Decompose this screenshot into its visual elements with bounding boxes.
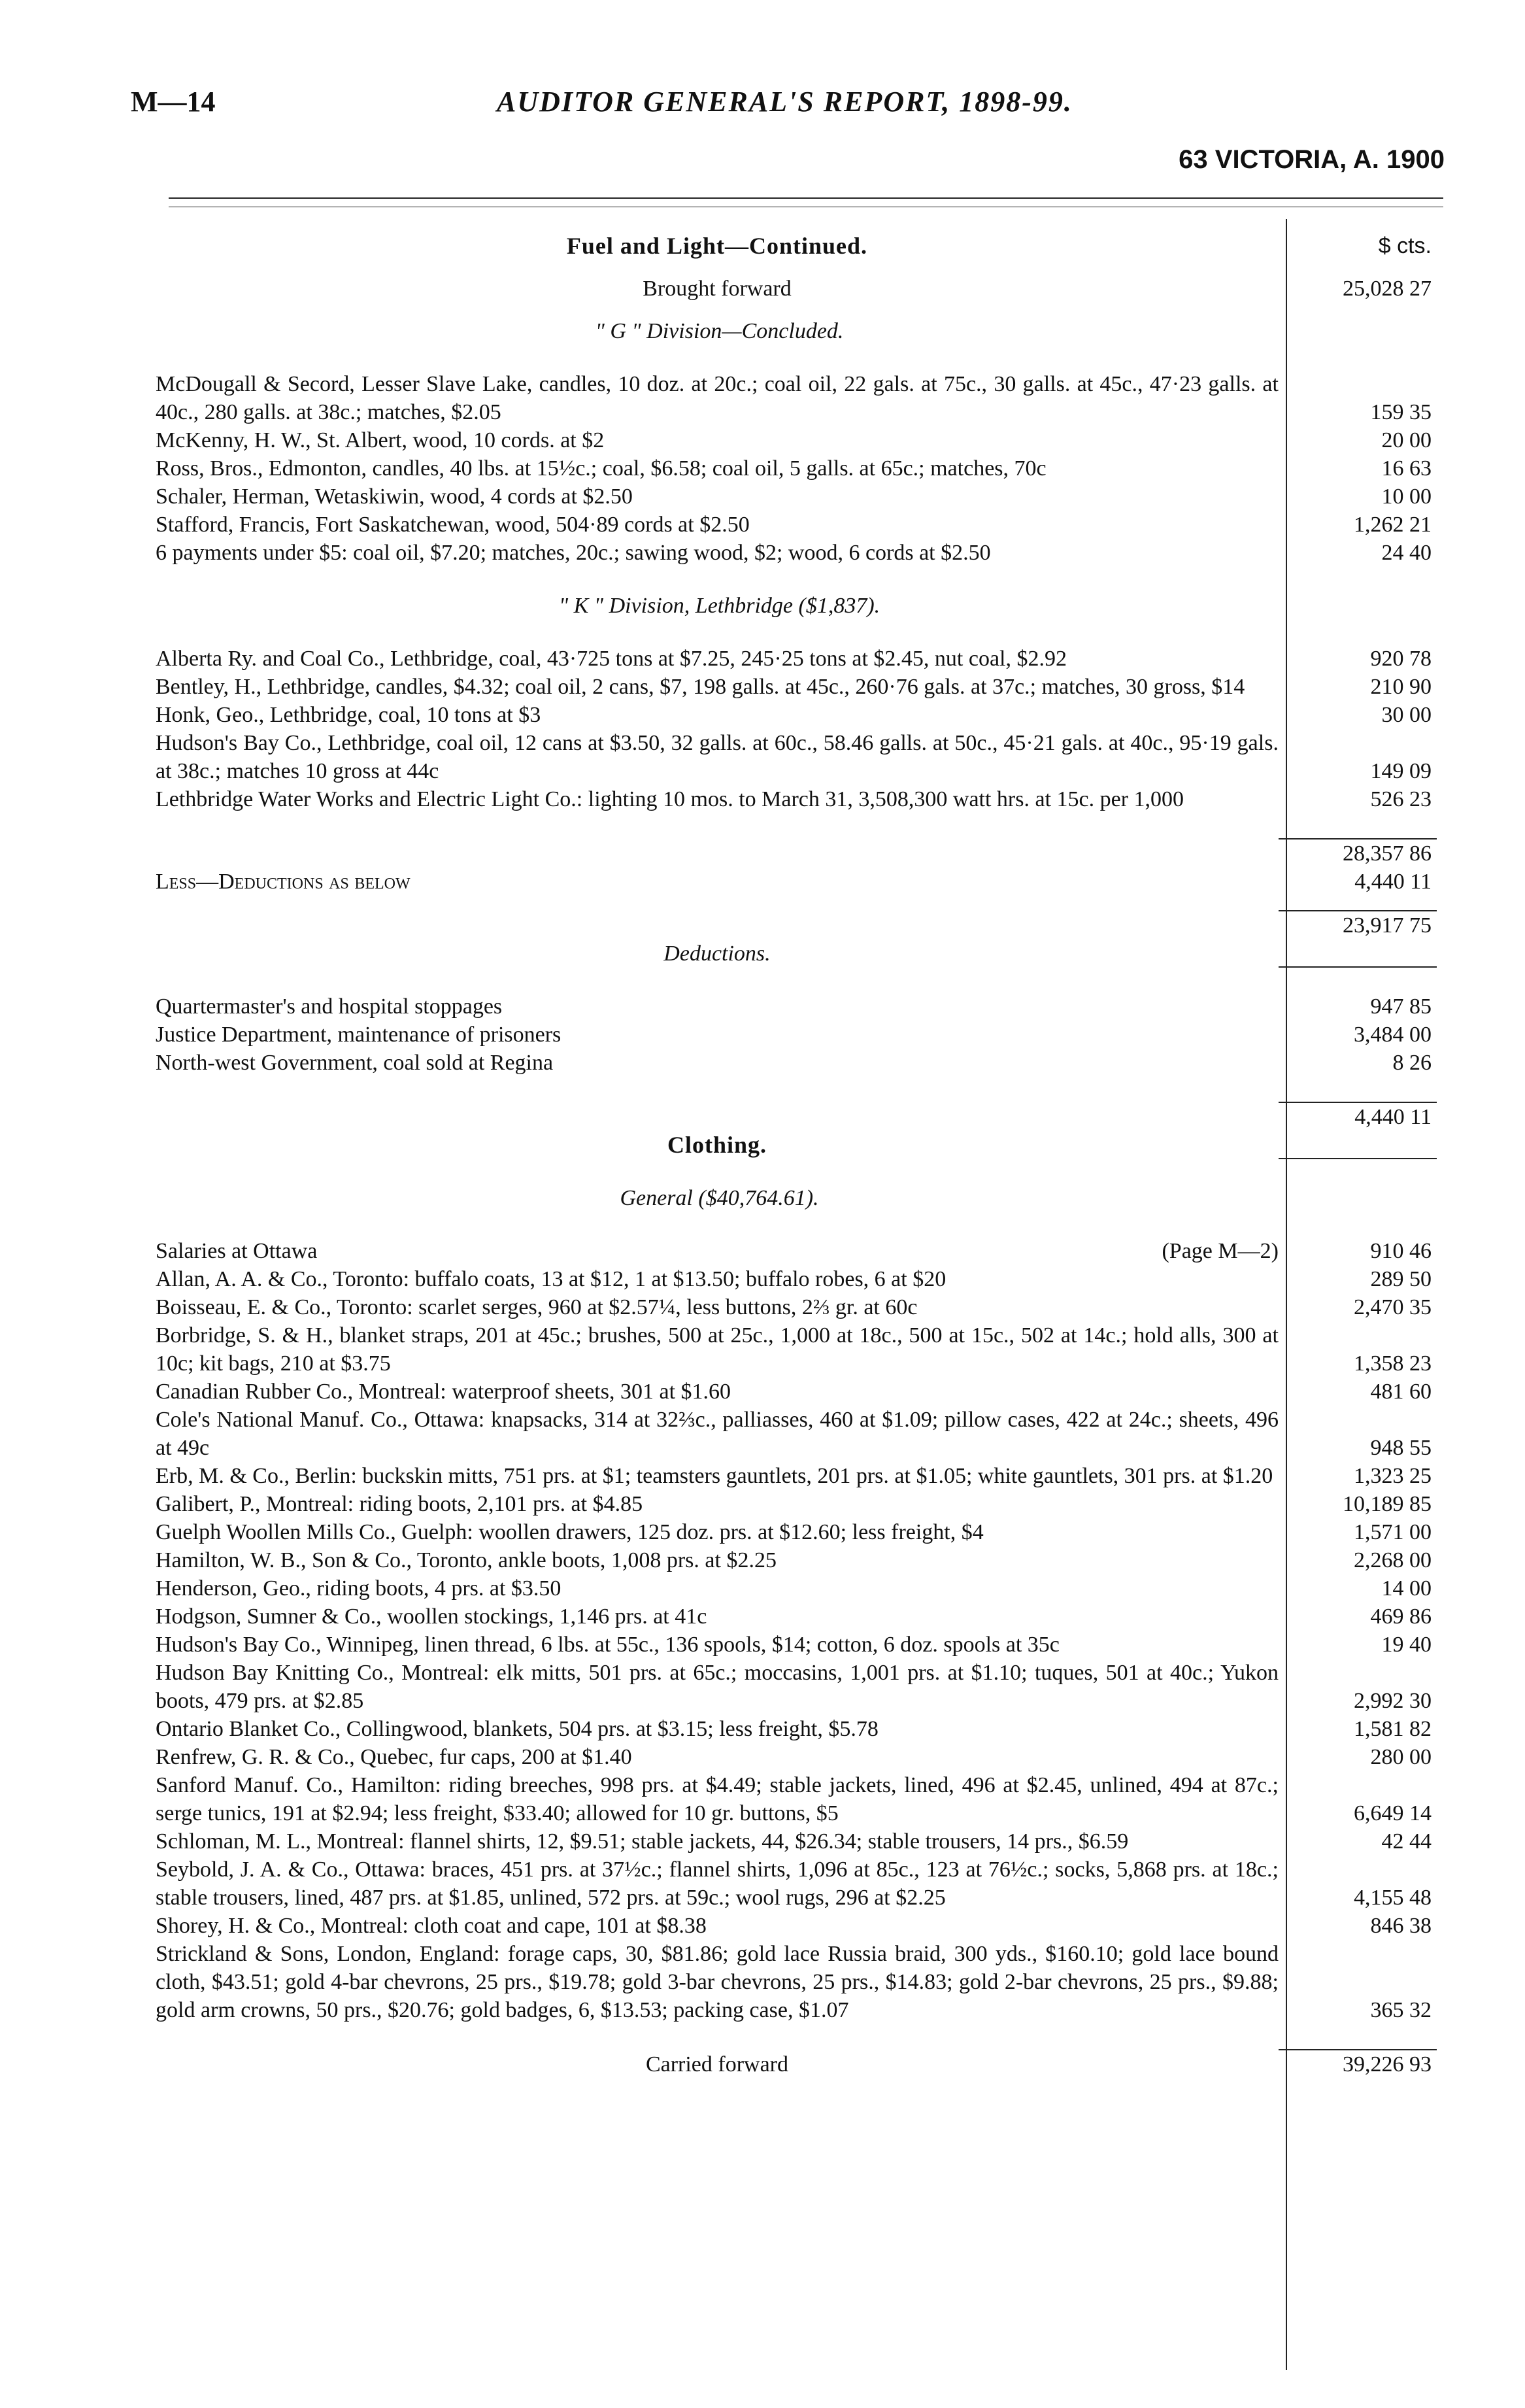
item-amount: 2,268 00 xyxy=(1354,1548,1432,1572)
item-amount: 1,323 25 xyxy=(1354,1464,1432,1488)
deductions-total-amount: 4,440 11 xyxy=(1279,1102,1437,1131)
less-amount: 4,440 11 xyxy=(1354,870,1432,894)
ledger-row xyxy=(156,539,1437,567)
item-description xyxy=(156,370,1279,426)
item-text: Schaler, Herman, Wetaskiwin, wood, 4 cords at $2.50 xyxy=(156,484,633,509)
item-description xyxy=(156,1490,1279,1518)
item-text: Hodgson, Sumner & Co., woollen stockings, 1,146 prs. at 41c xyxy=(156,1604,707,1629)
item-description xyxy=(156,1912,1279,1940)
item-description xyxy=(156,673,1279,701)
item-text: Alberta Ry. and Coal Co., Lethbridge, coal, 43·725 tons at $7.25, 245·25 tons at $2.45, nut coal, $2.92 xyxy=(156,647,1067,671)
item-amount: 149 09 xyxy=(1370,759,1432,783)
item-description xyxy=(156,1856,1279,1912)
session-label: 63 VICTORIA, A. 1900 xyxy=(1179,145,1445,174)
item-amount: 42 44 xyxy=(1381,1829,1432,1854)
deductions-title-row xyxy=(156,940,1437,968)
general-title: General ($40,764.61). xyxy=(620,1186,819,1210)
ledger-row xyxy=(156,1462,1437,1490)
ledger-row xyxy=(156,426,1437,454)
ledger-row xyxy=(156,1856,1437,1912)
clothing-section-title: Clothing. xyxy=(667,1132,767,1158)
ledger-row xyxy=(156,1293,1437,1321)
ledger-row xyxy=(156,729,1437,785)
item-text: Salaries at Ottawa xyxy=(156,1239,318,1263)
item-text: Justice Department, maintenance of prisoners xyxy=(156,1023,561,1047)
ledger-row xyxy=(156,1049,1437,1077)
item-text: Schloman, M. L., Montreal: flannel shirts, 12, $9.51; stable jackets, 44, $26.34; stable trousers, 14 prs., $6.59 xyxy=(156,1829,1129,1854)
item-description xyxy=(156,1406,1279,1462)
item-amount: 947 85 xyxy=(1370,994,1432,1019)
report-title: AUDITOR GENERAL'S REPORT, 1898-99. xyxy=(497,86,1073,118)
ledger-row xyxy=(156,1021,1437,1049)
item-amount: 20 00 xyxy=(1381,428,1432,452)
item-description xyxy=(156,1293,1279,1321)
item-description xyxy=(156,1462,1279,1490)
subsection-title-row xyxy=(156,317,1437,345)
item-text: Guelph Woollen Mills Co., Guelph: woollen drawers, 125 doz. prs. at $12.60; less freight, $4 xyxy=(156,1520,984,1544)
item-amount: 1,581 82 xyxy=(1354,1717,1432,1741)
item-amount: 365 32 xyxy=(1370,1998,1432,2022)
item-description xyxy=(156,1631,1279,1659)
g-division-items xyxy=(156,370,1437,567)
item-amount: 2,470 35 xyxy=(1354,1295,1432,1319)
ledger-row xyxy=(156,1378,1437,1406)
item-description xyxy=(156,701,1279,729)
less-row xyxy=(156,868,1437,896)
item-text: Henderson, Geo., riding boots, 4 prs. at $3.50 xyxy=(156,1576,561,1601)
item-amount: 3,484 00 xyxy=(1354,1023,1432,1047)
ledger-row xyxy=(156,1490,1437,1518)
item-description xyxy=(156,1546,1279,1574)
item-text: Renfrew, G. R. & Co., Quebec, fur caps, 200 at $1.40 xyxy=(156,1745,632,1769)
item-text: Stafford, Francis, Fort Saskatchewan, wood, 504·89 cords at $2.50 xyxy=(156,513,750,537)
item-text: Bentley, H., Lethbridge, candles, $4.32; coal oil, 2 cans, $7, 198 galls. at 45c., 260·76 gals. at 37c.; matches, 30 gross, $14 xyxy=(156,675,1245,699)
item-text: Sanford Manuf. Co., Hamilton: riding breeches, 998 prs. at $4.49; stable jackets, lined, 496 at $2.45, unlined, 494 at 87c.; serge tunics, 191 at $2.94; less freight, $33.40; allowed for 10 gr. buttons, $5 xyxy=(156,1773,1279,1825)
subsection-title: " G " Division—Concluded. xyxy=(595,319,844,343)
carried-forward-label: Carried forward xyxy=(645,2052,788,2077)
item-text: Seybold, J. A. & Co., Ottawa: braces, 451 prs. at 37½c.; flannel shirts, 1,096 at 85c., 123 at 76½c.; socks, 5,868 prs. at 18c.; stable trousers, lined, 487 prs. at $1.85, unlined, 572 prs. at 59c.; wool rugs, 296 at $2.25 xyxy=(156,1857,1279,1910)
item-amount: 24 40 xyxy=(1381,541,1432,565)
net-total-amount: 23,917 75 xyxy=(1279,910,1437,940)
page-number: M—14 xyxy=(131,86,216,118)
item-description xyxy=(156,1603,1279,1631)
ledger-row xyxy=(156,1603,1437,1631)
item-amount: 14 00 xyxy=(1381,1576,1432,1601)
general-title-row xyxy=(156,1184,1437,1212)
item-text: Hudson's Bay Co., Winnipeg, linen thread, 6 lbs. at 55c., 136 spools, $14; cotton, 6 doz. spools at 35c xyxy=(156,1633,1060,1657)
item-description xyxy=(156,1574,1279,1603)
item-amount: 4,155 48 xyxy=(1354,1886,1432,1910)
item-amount: 280 00 xyxy=(1370,1745,1432,1769)
item-amount: 210 90 xyxy=(1370,675,1432,699)
item-description xyxy=(156,645,1279,673)
item-description xyxy=(156,1237,1279,1265)
item-text: McDougall & Secord, Lesser Slave Lake, candles, 10 doz. at 20c.; coal oil, 22 gals. at 75c., 30 galls. at 45c., 47·23 galls. at 40c., 280 galls. at 38c.; matches, $2.05 xyxy=(156,372,1279,424)
item-text: Canadian Rubber Co., Montreal: waterproof sheets, 301 at $1.60 xyxy=(156,1380,731,1404)
item-amount: 30 00 xyxy=(1381,703,1432,727)
ledger-row xyxy=(156,1631,1437,1659)
page-header xyxy=(131,85,1432,124)
item-amount: 948 55 xyxy=(1370,1436,1432,1460)
item-text: Galibert, P., Montreal: riding boots, 2,101 prs. at $4.85 xyxy=(156,1492,643,1516)
item-text: Hudson's Bay Co., Lethbridge, coal oil, 12 cans at $3.50, 32 galls. at 60c., 58.46 galls. at 50c., 45·21 gals. at 40c., 95·19 gals. at 38c.; matches 10 gross at 44c xyxy=(156,731,1279,783)
ledger-row xyxy=(156,1574,1437,1603)
ledger-row xyxy=(156,454,1437,483)
ledger-row xyxy=(156,1546,1437,1574)
ledger-table xyxy=(156,232,1437,2078)
brought-forward-row xyxy=(156,275,1437,303)
item-amount: 6,649 14 xyxy=(1354,1801,1432,1825)
item-description xyxy=(156,1771,1279,1827)
item-text: Cole's National Manuf. Co., Ottawa: knapsacks, 314 at 32⅔c., palliasses, 460 at $1.09; pillow cases, 422 at 24c.; sheets, 496 at 49c xyxy=(156,1408,1279,1460)
item-description xyxy=(156,1265,1279,1293)
deduction-items xyxy=(156,992,1437,1077)
item-amount: 10,189 85 xyxy=(1343,1492,1432,1516)
ledger-row xyxy=(156,1406,1437,1462)
ledger-row xyxy=(156,1715,1437,1743)
ledger-row xyxy=(156,1827,1437,1856)
clothing-title-row xyxy=(156,1131,1437,1159)
item-text: Hamilton, W. B., Son & Co., Toronto, ankle boots, 1,008 prs. at $2.25 xyxy=(156,1548,777,1572)
ledger-row xyxy=(156,1771,1437,1827)
item-amount: 1,358 23 xyxy=(1354,1351,1432,1376)
item-description xyxy=(156,1321,1279,1378)
item-description xyxy=(156,1715,1279,1743)
ledger-row xyxy=(156,992,1437,1021)
item-description xyxy=(156,483,1279,511)
ledger-row xyxy=(156,785,1437,813)
ledger-row xyxy=(156,1743,1437,1771)
ledger-row xyxy=(156,1265,1437,1293)
ledger-row xyxy=(156,1321,1437,1378)
ledger-row xyxy=(156,673,1437,701)
item-text: Boisseau, E. & Co., Toronto: scarlet serges, 960 at $2.57¼, less buttons, 2⅔ gr. at 60c xyxy=(156,1295,918,1319)
item-amount: 469 86 xyxy=(1370,1604,1432,1629)
ledger-row xyxy=(156,1237,1437,1265)
item-amount: 8 26 xyxy=(1392,1051,1432,1075)
item-text: Lethbridge Water Works and Electric Light Co.: lighting 10 mos. to March 31, 3,508,300 watt hrs. at 15c. per 1,000 xyxy=(156,787,1184,811)
page-reference: (Page M—2) xyxy=(1162,1239,1279,1263)
section-header-row xyxy=(156,232,1437,260)
ledger-row xyxy=(156,1659,1437,1715)
ledger-row xyxy=(156,701,1437,729)
item-text: Strickland & Sons, London, England: forage caps, 30, $81.86; gold lace Russia braid, 300 yds., $160.10; gold lace bound cloth, $43.51; gold 4-bar chevrons, 25 prs., $19.78; gold 3-bar chevrons, 25 prs., $14.83; gold 2-bar chevrons, 25 prs., $9.88; gold arm crowns, 50 prs., $20.76; gold badges, 6, $13.53; packing case, $1.07 xyxy=(156,1942,1279,2022)
item-text: Ontario Blanket Co., Collingwood, blankets, 504 prs. at $3.15; less freight, $5.78 xyxy=(156,1717,879,1741)
item-description xyxy=(156,1827,1279,1856)
item-amount: 910 46 xyxy=(1370,1239,1432,1263)
item-amount: 1,262 21 xyxy=(1354,513,1432,537)
subtotal-amount: 28,357 86 xyxy=(1279,838,1437,868)
item-text: Erb, M. & Co., Berlin: buckskin mitts, 751 prs. at $1; teamsters gauntlets, 201 prs. at $1.05; white gauntlets, 301 prs. at $1.20 xyxy=(156,1464,1273,1488)
item-amount: 159 35 xyxy=(1370,400,1432,424)
deductions-total-row xyxy=(156,1102,1437,1131)
item-description xyxy=(156,1021,1279,1049)
item-description xyxy=(156,426,1279,454)
item-amount: 10 00 xyxy=(1381,484,1432,509)
ledger-row xyxy=(156,483,1437,511)
subsection-title-row xyxy=(156,592,1437,620)
item-text: Allan, A. A. & Co., Toronto: buffalo coats, 13 at $12, 1 at $13.50; buffalo robes, 6 at $20 xyxy=(156,1267,947,1291)
ledger-row xyxy=(156,370,1437,426)
item-description xyxy=(156,1743,1279,1771)
item-amount: 19 40 xyxy=(1381,1633,1432,1657)
item-amount: 2,992 30 xyxy=(1354,1689,1432,1713)
item-text: Shorey, H. & Co., Montreal: cloth coat and cape, 101 at $8.38 xyxy=(156,1914,707,1938)
ledger-row xyxy=(156,1518,1437,1546)
item-description xyxy=(156,511,1279,539)
item-text: 6 payments under $5: coal oil, $7.20; matches, 20c.; sawing wood, $2; wood, 6 cords at $2.50 xyxy=(156,541,991,565)
item-description xyxy=(156,539,1279,567)
item-description xyxy=(156,1049,1279,1077)
item-text: McKenny, H. W., St. Albert, wood, 10 cords. at $2 xyxy=(156,428,605,452)
currency-header: $ cts. xyxy=(1378,233,1432,258)
item-amount: 920 78 xyxy=(1370,647,1432,671)
item-amount: 526 23 xyxy=(1370,787,1432,811)
header-rule xyxy=(169,197,1443,199)
item-description xyxy=(156,992,1279,1021)
net-total-row xyxy=(156,910,1437,940)
item-amount: 1,571 00 xyxy=(1354,1520,1432,1544)
item-text: Hudson Bay Knitting Co., Montreal: elk mitts, 501 prs. at 65c.; moccasins, 1,001 prs. at $1.10; tuques, 501 at 40c.; Yukon boots, 479 prs. at $2.85 xyxy=(156,1661,1279,1713)
ledger-row xyxy=(156,511,1437,539)
item-text: Borbridge, S. & H., blanket straps, 201 at 45c.; brushes, 500 at 25c., 1,000 at 18c., 500 at 15c., 502 at 14c.; hold alls, 300 at 10c; kit bags, 210 at $3.75 xyxy=(156,1323,1279,1376)
ledger-row xyxy=(156,1912,1437,1940)
section-title: Fuel and Light—Continued. xyxy=(566,233,868,259)
item-text: Ross, Bros., Edmonton, candles, 40 lbs. at 15½c.; coal, $6.58; coal oil, 5 galls. at 65c.; matches, 70c xyxy=(156,456,1047,481)
deductions-title: Deductions. xyxy=(663,941,771,966)
carried-forward-amount: 39,226 93 xyxy=(1279,2049,1437,2078)
carried-forward-row xyxy=(156,2049,1437,2078)
item-text: North-west Government, coal sold at Regina xyxy=(156,1051,554,1075)
item-text: Quartermaster's and hospital stoppages xyxy=(156,994,503,1019)
k-division-items xyxy=(156,645,1437,813)
clothing-items xyxy=(156,1237,1437,2024)
item-description xyxy=(156,1940,1279,2024)
item-description xyxy=(156,454,1279,483)
item-amount: 289 50 xyxy=(1370,1267,1432,1291)
item-amount: 16 63 xyxy=(1381,456,1432,481)
item-description xyxy=(156,1518,1279,1546)
item-text: Honk, Geo., Lethbridge, coal, 10 tons at $3 xyxy=(156,703,541,727)
brought-forward-amount: 25,028 27 xyxy=(1343,277,1432,301)
subtotal-row xyxy=(156,838,1437,868)
subsection-title: " K " Division, Lethbridge ($1,837). xyxy=(558,594,880,618)
item-amount: 481 60 xyxy=(1370,1380,1432,1404)
item-description xyxy=(156,785,1279,813)
item-description xyxy=(156,1659,1279,1715)
brought-forward-label: Brought forward xyxy=(643,277,792,301)
less-label: Less—Deductions as below xyxy=(156,870,411,894)
item-description xyxy=(156,1378,1279,1406)
item-amount: 846 38 xyxy=(1370,1914,1432,1938)
item-description xyxy=(156,729,1279,785)
ledger-row xyxy=(156,1940,1437,2024)
ledger-row xyxy=(156,645,1437,673)
